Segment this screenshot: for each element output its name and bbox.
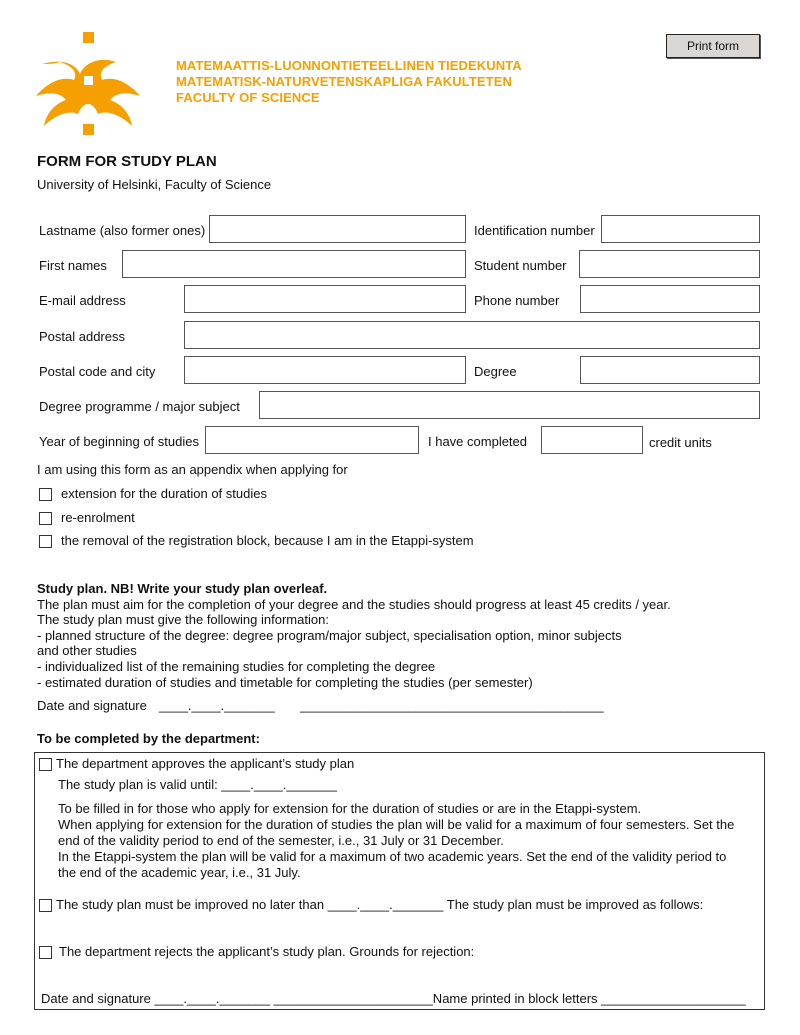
postal-code-city-input[interactable] <box>184 356 466 384</box>
email-input[interactable] <box>184 285 466 313</box>
student-number-input[interactable] <box>579 250 760 278</box>
fill-in-line: the end of the academic year, i.e., 31 July. <box>58 865 301 880</box>
lastname-input[interactable] <box>209 215 466 243</box>
credit-units-label: credit units <box>649 435 712 450</box>
study-plan-line: - estimated duration of studies and timetable for completing the studies (per semester) <box>37 675 533 690</box>
registration-block-checkbox[interactable] <box>39 535 52 548</box>
extension-checkbox[interactable] <box>39 488 52 501</box>
fill-in-line: When applying for extension for the duration of studies the plan will be valid for a maximum of four semesters. Set the <box>58 817 735 832</box>
form-subtitle: University of Helsinki, Faculty of Science <box>37 177 272 192</box>
signature-blank-line[interactable]: __________________________________________ <box>300 698 604 713</box>
faculty-name-english: FACULTY OF SCIENCE <box>176 90 320 105</box>
degree-programme-input[interactable] <box>259 391 760 419</box>
year-beginning-input[interactable] <box>205 426 419 454</box>
identification-number-label: Identification number <box>474 223 595 238</box>
first-names-label: First names <box>39 258 107 273</box>
re-enrolment-checkbox[interactable] <box>39 512 52 525</box>
postal-address-input[interactable] <box>184 321 760 349</box>
print-form-button[interactable]: Print form <box>666 34 760 58</box>
department-date-signature-line: Date and signature ____.____._______ ______________________Name printed in block letters ____________________ <box>41 991 746 1006</box>
improve-checkbox[interactable] <box>39 899 52 912</box>
re-enrolment-option-label: re-enrolment <box>61 510 135 525</box>
valid-until-label: The study plan is valid until: ____.____._______ <box>58 777 337 792</box>
study-plan-line: and other studies <box>37 643 137 658</box>
student-number-label: Student number <box>474 258 567 273</box>
degree-label: Degree <box>474 364 517 379</box>
study-plan-line: The study plan must give the following information: <box>37 612 329 627</box>
improve-label: The study plan must be improved no later than ____.____._______ The study plan must be improved as follows: <box>56 897 704 912</box>
fill-in-line: To be filled in for those who apply for extension for the duration of studies or are in the Etappi-system. <box>58 801 642 816</box>
faculty-name-finnish: MATEMAATTIS-LUONNONTIETEELLINEN TIEDEKUNTA <box>176 58 522 73</box>
form-title: FORM FOR STUDY PLAN <box>37 153 217 170</box>
rejects-label: The department rejects the applicant’s study plan. Grounds for rejection: <box>59 944 475 959</box>
approves-label: The department approves the applicant’s study plan <box>56 756 355 771</box>
university-flame-logo-icon <box>32 30 147 138</box>
registration-block-option-label: the removal of the registration block, because I am in the Etappi-system <box>61 533 474 548</box>
extension-option-label: extension for the duration of studies <box>61 486 267 501</box>
faculty-name-swedish: MATEMATISK-NATURVETENSKAPLIGA FAKULTETEN <box>176 74 512 89</box>
credits-completed-input[interactable] <box>541 426 643 454</box>
appendix-intro: I am using this form as an appendix when applying for <box>37 462 348 477</box>
degree-programme-label: Degree programme / major subject <box>39 399 240 414</box>
fill-in-line: In the Etappi-system the plan will be valid for a maximum of two academic years. Set the end of the validity period to <box>58 849 727 864</box>
postal-code-city-label: Postal code and city <box>39 364 156 379</box>
completed-label: I have completed <box>428 434 528 449</box>
department-heading: To be completed by the department: <box>37 731 260 746</box>
fill-in-line: end of the validity period to end of the semester, i.e., 31 July or 31 December. <box>58 833 504 848</box>
year-beginning-label: Year of beginning of studies <box>39 434 199 449</box>
study-plan-line: The plan must aim for the completion of your degree and the studies should progress at least 45 credits / year. <box>37 597 671 612</box>
degree-input[interactable] <box>580 356 760 384</box>
study-plan-line: - individualized list of the remaining studies for completing the degree <box>37 659 436 674</box>
phone-number-label: Phone number <box>474 293 560 308</box>
study-plan-heading: Study plan. NB! Write your study plan overleaf. <box>37 581 328 596</box>
date-signature-label: Date and signature <box>37 698 147 713</box>
phone-number-input[interactable] <box>580 285 760 313</box>
study-plan-line: - planned structure of the degree: degree program/major subject, specialisation option, minor subjects <box>37 628 622 643</box>
date-blank-line[interactable]: ____.____._______ <box>159 698 275 713</box>
postal-address-label: Postal address <box>39 329 125 344</box>
email-label: E-mail address <box>39 293 126 308</box>
approves-checkbox[interactable] <box>39 758 52 771</box>
first-names-input[interactable] <box>122 250 466 278</box>
lastname-label: Lastname (also former ones) <box>39 223 206 238</box>
identification-number-input[interactable] <box>601 215 760 243</box>
rejects-checkbox[interactable] <box>39 946 52 959</box>
